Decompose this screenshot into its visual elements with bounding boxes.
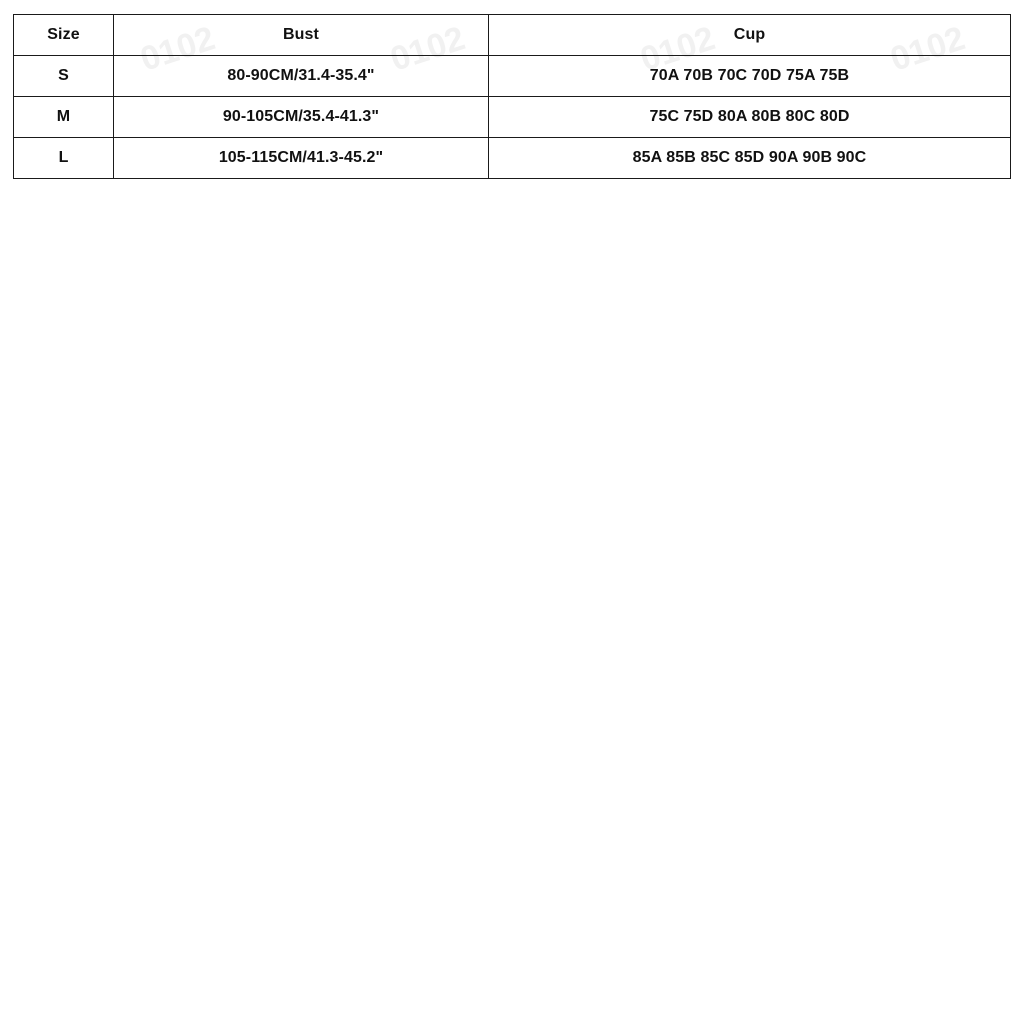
cup-cell: 75C 75D 80A 80B 80C 80D <box>489 97 1011 138</box>
size-cell: L <box>14 138 114 179</box>
cup-cell: 70A 70B 70C 70D 75A 75B <box>489 56 1011 97</box>
size-chart-table <box>13 14 1011 179</box>
table-row <box>14 56 1011 97</box>
watermark-text: 0102 <box>135 19 220 79</box>
watermark-text: 0102 <box>385 19 470 79</box>
size-cell: M <box>14 97 114 138</box>
watermark-text: 0102 <box>885 19 970 79</box>
bust-cell: 90-105CM/35.4-41.3" <box>114 97 489 138</box>
table-header-row <box>14 15 1011 56</box>
header-size: Size <box>14 15 114 56</box>
table-row <box>14 138 1011 179</box>
table-row <box>14 97 1011 138</box>
header-bust: Bust <box>114 15 489 56</box>
header-cup: Cup <box>489 15 1011 56</box>
watermark-text: 0102 <box>635 19 720 79</box>
size-cell: S <box>14 56 114 97</box>
bust-cell: 105-115CM/41.3-45.2" <box>114 138 489 179</box>
cup-cell: 85A 85B 85C 85D 90A 90B 90C <box>489 138 1011 179</box>
bust-cell: 80-90CM/31.4-35.4" <box>114 56 489 97</box>
